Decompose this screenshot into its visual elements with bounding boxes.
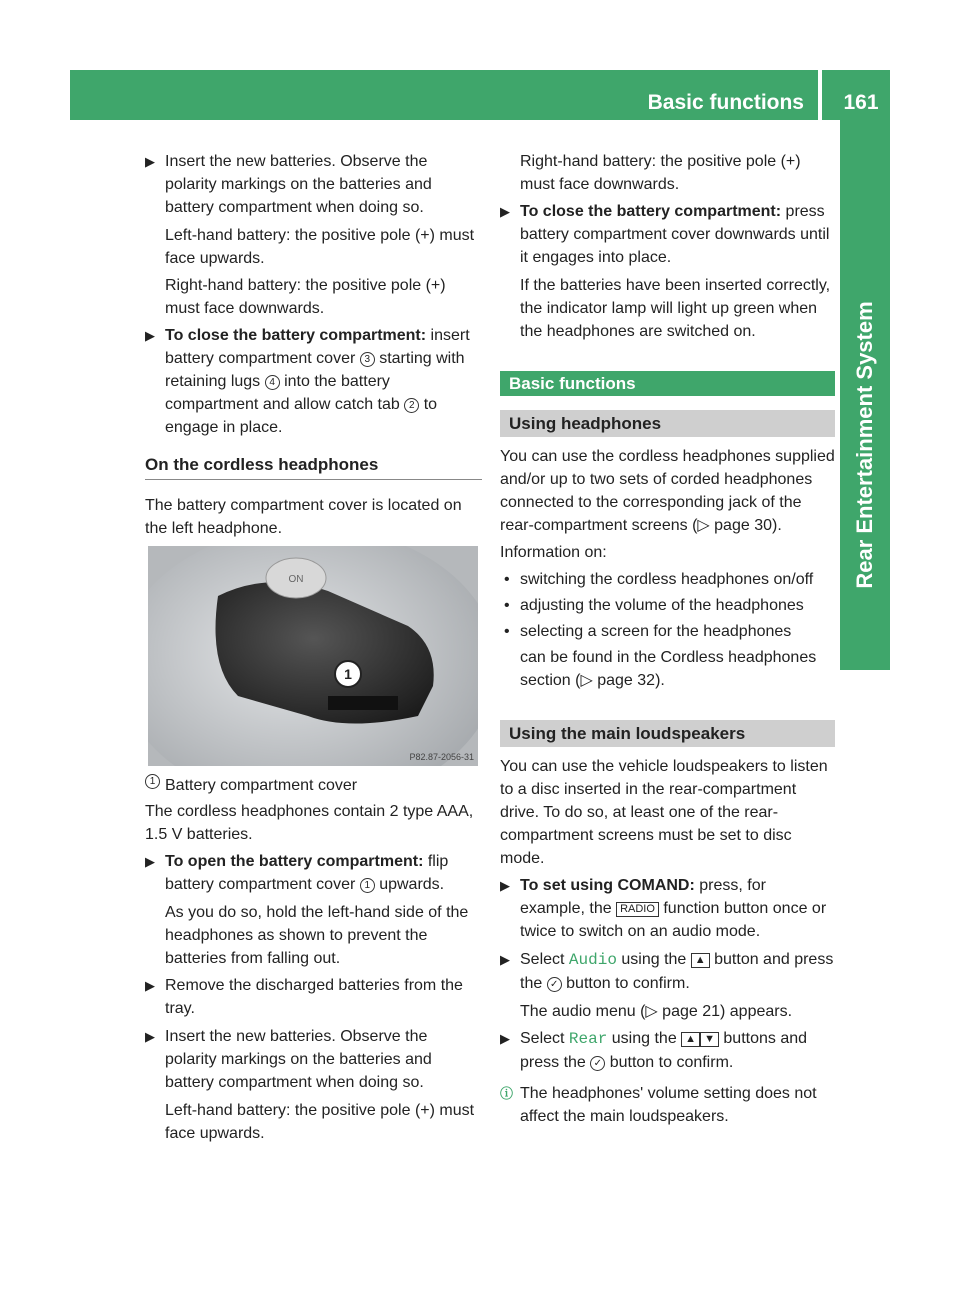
step-text: into the battery compartment and allow catch tab — [165, 373, 400, 413]
radio-key-icon: RADIO — [616, 902, 659, 917]
step-note: As you do so, hold the left-hand side of the headphones as shown to prevent the batteries from falling out. — [165, 904, 469, 967]
bullet-icon: • — [504, 623, 510, 640]
step-text: press battery compartment cover downwards until it engages into place. — [520, 203, 830, 266]
step-bold: To set using COMAND: — [520, 877, 695, 894]
photo-callout: 1 — [344, 666, 352, 682]
left-column — [145, 150, 482, 1149]
step-text: upwards. — [379, 876, 445, 893]
step-arrow-icon: ▶ — [500, 878, 510, 893]
right-battery-note: Right-hand battery: the positive pole (+) must face downwards. — [520, 153, 801, 193]
step-insert-batteries-2 — [145, 1025, 482, 1094]
step-arrow-icon: ▶ — [500, 1031, 510, 1046]
step-text: button to confirm. — [609, 1054, 734, 1071]
page-ref-arrow-icon: ▷ — [645, 1003, 658, 1020]
left-battery-note: Left-hand battery: the positive pole (+) must face upwards. — [165, 227, 475, 267]
list-item — [500, 620, 835, 643]
para-text: The audio menu ( — [520, 1003, 646, 1020]
step-text: using the — [611, 1030, 677, 1047]
on-button-label: ON — [288, 574, 304, 585]
right-battery-note: Right-hand battery: the positive pole (+) must face downwards. — [165, 277, 446, 317]
step-select-rear — [500, 1027, 835, 1074]
page-ref-arrow-icon: ▷ — [697, 517, 710, 534]
step-arrow-icon: ▶ — [500, 204, 510, 219]
subsection-bar: Using the main loudspeakers — [500, 720, 835, 747]
step-bold: To close the battery compartment: — [520, 203, 782, 220]
step-arrow-icon: ▶ — [145, 978, 155, 993]
caption — [145, 774, 482, 797]
step-select-audio — [500, 948, 835, 995]
step-text: press, for example, the — [520, 877, 766, 917]
info-icon: ⓘ — [500, 1086, 514, 1101]
right-column — [500, 150, 835, 1133]
step-text: to engage in place. — [165, 396, 438, 436]
step-text: Remove the discharged batteries from the tray. — [165, 977, 463, 1017]
up-key-icon: ▲ — [681, 1032, 700, 1047]
para-text: You can use the cordless headphones supplied and/or up to two sets of corded headphones connected to the corresponding jack of the rear-compartment screens ( — [500, 448, 835, 534]
callout-1-icon: 1 — [145, 774, 160, 789]
step-text: button to confirm. — [566, 975, 690, 992]
step-text: starting with retaining lugs — [165, 350, 465, 390]
bullet-icon: • — [504, 597, 510, 614]
page-ref: page 30). — [714, 517, 782, 534]
step-text: Select — [520, 1030, 565, 1047]
list-text: switching the cordless headphones on/off — [520, 571, 814, 588]
info-note — [500, 1082, 835, 1128]
step-bold: To close the battery compartment: — [165, 327, 427, 344]
callout-4-icon: 4 — [265, 375, 280, 390]
step-note — [500, 1000, 835, 1023]
step-insert-batteries — [145, 150, 482, 219]
step-note: If the batteries have been inserted correctly, the indicator lamp will light up green when the headphones are switched on. — [520, 277, 831, 340]
page-ref: page 32). — [597, 672, 665, 689]
step-close-compartment — [145, 324, 482, 439]
step-text: button and press the — [520, 951, 834, 992]
step-text: Insert the new batteries. Observe the polarity markings on the batteries and battery compartment when doing so. — [165, 1028, 432, 1091]
section-heading: On the cordless headphones — [145, 453, 482, 480]
step-arrow-icon: ▶ — [145, 1029, 155, 1044]
step-bold: To open the battery compartment: — [165, 853, 424, 870]
up-key-icon: ▲ — [691, 953, 710, 968]
step-text: using the — [621, 951, 687, 968]
step-text: function button once or twice to switch on an audio mode. — [520, 900, 827, 940]
page-ref-arrow-icon: ▷ — [580, 672, 593, 689]
callout-2-icon: 2 — [404, 398, 419, 413]
list-item — [500, 568, 835, 591]
note-text: The headphones' volume setting does not affect the main loudspeakers. — [520, 1085, 817, 1125]
page-number: 161 — [843, 91, 879, 114]
paragraph — [500, 445, 835, 537]
step-arrow-icon: ▶ — [145, 328, 155, 343]
down-key-icon: ▼ — [700, 1032, 719, 1047]
step-set-comand — [500, 874, 835, 943]
para-text: can be found in the Cordless headphones section ( — [520, 649, 817, 689]
paragraph: Information on: — [500, 544, 607, 561]
confirm-button-icon: ✓ — [590, 1056, 605, 1071]
caption-text: Battery compartment cover — [165, 777, 358, 794]
callout-1-icon: 1 — [360, 878, 375, 893]
step-arrow-icon: ▶ — [145, 154, 155, 169]
sidebar-label: Rear Entertainment System — [852, 301, 877, 589]
step-text: Insert the new batteries. Observe the polarity markings on the batteries and battery compartment when doing so. — [165, 153, 432, 216]
page-ref: page 21) appears. — [662, 1003, 793, 1020]
step-remove-batteries — [145, 974, 482, 1020]
photo-code: P82.87-2056-31 — [409, 752, 474, 762]
section-bar: Basic functions — [500, 371, 835, 396]
bullet-icon: • — [504, 571, 510, 588]
step-open-compartment — [145, 850, 482, 896]
step-arrow-icon: ▶ — [500, 952, 510, 967]
paragraph: You can use the vehicle loudspeakers to listen to a disc inserted in the rear-compartment drive. To do so, at least one of the rear-compartment screens must be set to disc mode. — [500, 758, 828, 867]
callout-3-icon: 3 — [360, 352, 375, 367]
subsection-bar: Using headphones — [500, 410, 835, 437]
step-text: buttons and press the — [520, 1030, 808, 1071]
header-title: Basic functions — [648, 70, 822, 120]
page-header — [70, 70, 890, 120]
list-text: adjusting the volume of the headphones — [520, 597, 804, 614]
paragraph: The battery compartment cover is located on the left headphone. — [145, 497, 462, 537]
step-arrow-icon: ▶ — [145, 854, 155, 869]
display-text: Audio — [568, 951, 617, 969]
display-text: Rear — [568, 1030, 608, 1048]
left-battery-note: Left-hand battery: the positive pole (+) must face upwards. — [165, 1102, 475, 1142]
list-continuation — [500, 646, 835, 692]
list-text: selecting a screen for the headphones — [520, 623, 792, 640]
step-text: insert battery compartment cover — [165, 327, 470, 367]
headphone-photo — [148, 546, 478, 766]
list-item — [500, 594, 835, 617]
confirm-button-icon: ✓ — [547, 977, 562, 992]
step-close-compartment — [500, 200, 835, 269]
paragraph: The cordless headphones contain 2 type AAA, 1.5 V batteries. — [145, 803, 474, 843]
step-text: Select — [520, 951, 565, 968]
step-text: flip battery compartment cover — [165, 853, 449, 893]
